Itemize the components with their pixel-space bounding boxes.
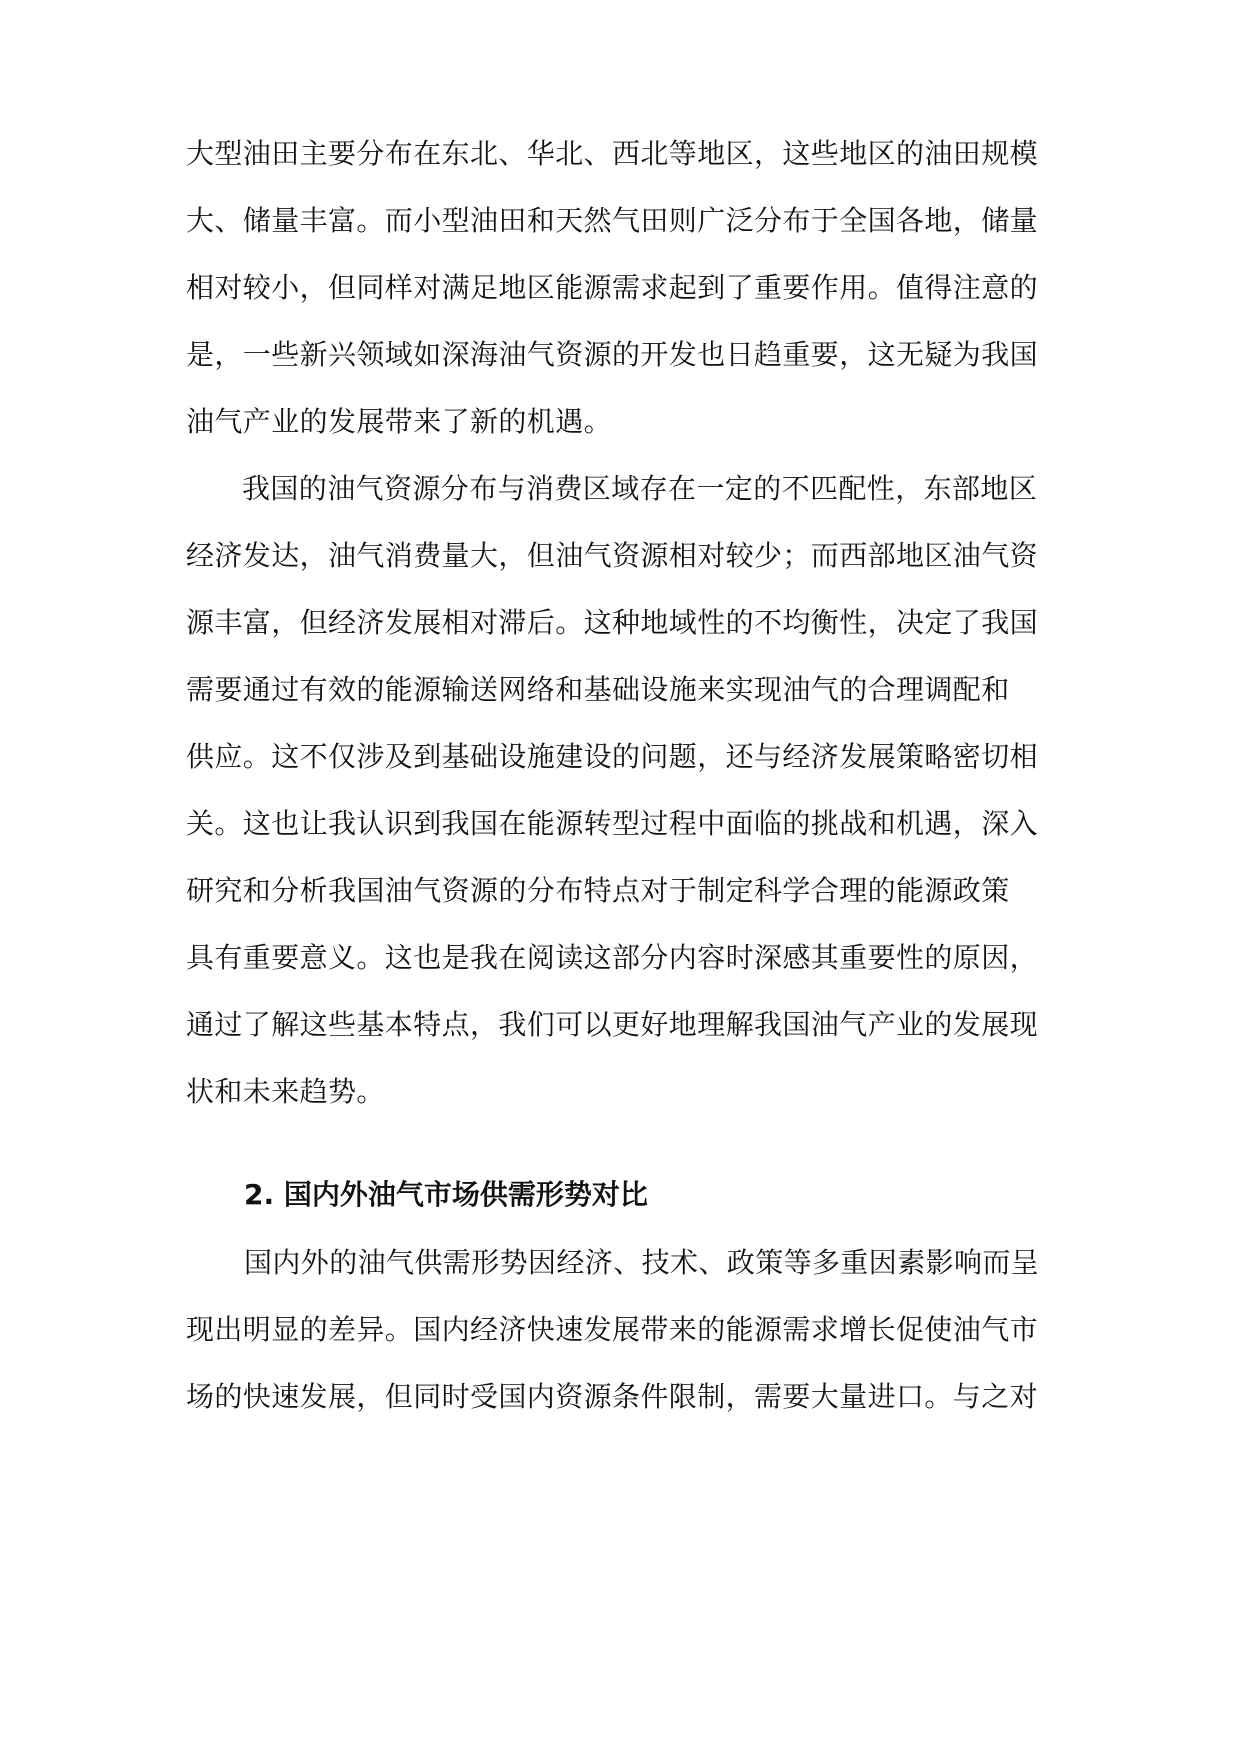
text-line: 通过了解这些基本特点，我们可以更好地理解我国油气产业的发展现	[186, 1008, 1039, 1041]
text-line: 现出明显的差异。国内经济快速发展带来的能源需求增长促使油气市	[186, 1313, 1039, 1346]
text-line: 供应。这不仅涉及到基础设施建设的问题，还与经济发展策略密切相	[186, 740, 1039, 773]
text-line: 我国的油气资源分布与消费区域存在一定的不匹配性，东部地区	[242, 472, 1038, 505]
text-line: 大型油田主要分布在东北、华北、西北等地区，这些地区的油田规模	[186, 137, 1039, 170]
text-line: 场的快速发展，但同时受国内资源条件限制，需要大量进口。与之对	[186, 1380, 1039, 1413]
text-line: 相对较小，但同样对满足地区能源需求起到了重要作用。值得注意的	[186, 271, 1039, 304]
text-line: 国内外的油气供需形势因经济、技术、政策等多重因素影响而呈	[244, 1246, 1040, 1279]
text-line: 研究和分析我国油气资源的分布特点对于制定科学合理的能源政策	[186, 874, 1010, 907]
text-line: 需要通过有效的能源输送网络和基础设施来实现油气的合理调配和	[186, 673, 1010, 706]
text-line: 关。这也让我认识到我国在能源转型过程中面临的挑战和机遇，深入	[186, 807, 1039, 840]
text-line: 状和未来趋势。	[186, 1075, 385, 1108]
text-line: 是，一些新兴领域如深海油气资源的开发也日趋重要，这无疑为我国	[186, 338, 1039, 371]
text-line: 源丰富，但经济发展相对滞后。这种地域性的不均衡性，决定了我国	[186, 606, 1039, 639]
text-line: 经济发达，油气消费量大，但油气资源相对较少；而西部地区油气资	[186, 539, 1039, 572]
section-heading: 2. 国内外油气市场供需形势对比	[244, 1178, 648, 1211]
text-line: 大、储量丰富。而小型油田和天然气田则广泛分布于全国各地，储量	[186, 204, 1039, 237]
text-line: 油气产业的发展带来了新的机遇。	[186, 405, 613, 438]
text-line: 具有重要意义。这也是我在阅读这部分内容时深感其重要性的原因，	[186, 941, 1039, 974]
